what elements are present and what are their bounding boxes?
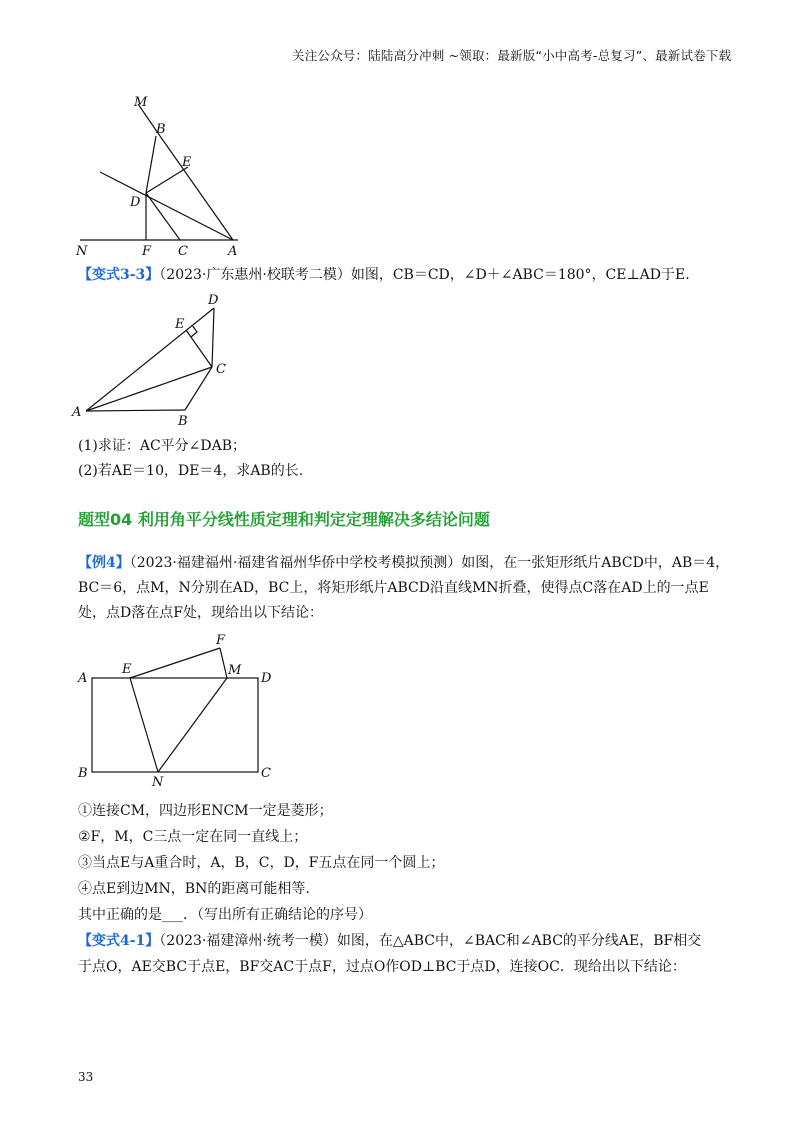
line-CB — [185, 367, 212, 410]
label-D: D — [130, 195, 141, 210]
example-4-line-1 — [78, 553, 729, 573]
line-BA — [86, 410, 185, 411]
line-AC — [86, 367, 212, 411]
conclusion-4: ④点E到边MN，BN的距离可能相等. — [78, 881, 310, 897]
label-A: A — [78, 671, 88, 686]
label-E: E — [175, 317, 185, 332]
label-E: E — [122, 662, 132, 677]
example-4-line-3: 处，点D落在点F处，现给出以下结论： — [78, 605, 323, 621]
label-C: C — [216, 362, 226, 377]
example-4-tag: 【例4】 — [78, 555, 130, 571]
rectangle-ABCD — [92, 678, 258, 772]
line-DE — [146, 167, 188, 193]
label-M: M — [134, 95, 148, 110]
right-angle-mark — [191, 325, 197, 337]
example-4-text-1: （2023·福建福州·福建省福州华侨中学校考模拟预测）如图，在一张矩形纸片ABCD中，AB＝4， — [129, 555, 730, 571]
question-1: (1)求证：AC平分∠DAB； — [78, 438, 247, 454]
figure-3-folded-rectangle — [70, 630, 285, 790]
variant-3-3-tag: 【变式3-3】 — [78, 267, 160, 283]
label-M: M — [228, 663, 242, 678]
line-DA — [100, 172, 233, 240]
variant-4-1-line-2: 于点O，AE交BC于点E，BF交AC于点F，过点O作OD⊥BC于点D，连接OC．现给出以下结论： — [78, 959, 686, 975]
variant-3-3-text: （2023·广东惠州·校联考二模）如图，CB＝CD，∠D＋∠ABC＝180°，CE⊥AD于E. — [159, 267, 690, 283]
label-F: F — [142, 244, 152, 259]
page-number: 33 — [78, 1070, 94, 1084]
example-4-line-2: BC＝6，点M，N分别在AD，BC上，将矩形纸片ABCD沿直线MN折叠，使得点C落在AD上的一点E — [78, 580, 709, 596]
label-E: E — [182, 155, 192, 170]
variant-3-3 — [78, 265, 690, 285]
label-C: C — [261, 766, 271, 781]
conclusion-3: ③当点E与A重合时，A，B，C，D，F五点在同一个圆上； — [78, 855, 445, 871]
label-B: B — [78, 766, 88, 781]
conclusion-2: ②F，M，C三点一定在同一直线上； — [78, 829, 308, 845]
line-DC — [146, 193, 180, 240]
line-FM — [220, 648, 227, 678]
variant-4-1-text-1: （2023·福建漳州·统考一模）如图，在△ABC中，∠BAC和∠ABC的平分线AE，BF相交 — [159, 933, 702, 949]
line-EF — [130, 648, 220, 678]
question-2: (2)若AE＝10，DE＝4，求AB的长. — [78, 463, 304, 479]
label-B: B — [156, 122, 166, 137]
line-EN — [130, 678, 158, 772]
variant-4-1-tag: 【变式4-1】 — [78, 933, 160, 949]
label-N: N — [76, 244, 88, 259]
label-B: B — [178, 414, 188, 428]
page-header: 关注公众号：陆陆高分冲刺 ~领取：最新版“小中高考-总复习”、最新试卷下载 — [292, 48, 732, 63]
label-N: N — [152, 775, 164, 790]
label-C: C — [178, 244, 188, 259]
label-A: A — [228, 244, 238, 259]
conclusion-1: ①连接CM，四边形ENCM一定是菱形； — [78, 803, 333, 819]
line-EC — [186, 330, 212, 367]
figure-1-angle-bisector — [70, 90, 250, 260]
line-BD — [146, 136, 156, 193]
label-A: A — [72, 405, 82, 420]
line-MN — [158, 678, 227, 772]
line-AD — [86, 308, 214, 411]
label-D: D — [261, 671, 272, 686]
line-BA — [160, 136, 233, 240]
section-title: 题型04 利用角平分线性质定理和判定定理解决多结论问题 — [78, 510, 490, 529]
variant-4-1-line-1 — [78, 931, 701, 951]
answer-line: 其中正确的是___．（写出所有正确结论的序号） — [78, 907, 372, 923]
label-D: D — [208, 293, 219, 308]
label-F: F — [216, 633, 226, 648]
line-DC — [212, 308, 214, 367]
figure-2-quadrilateral — [70, 288, 240, 428]
